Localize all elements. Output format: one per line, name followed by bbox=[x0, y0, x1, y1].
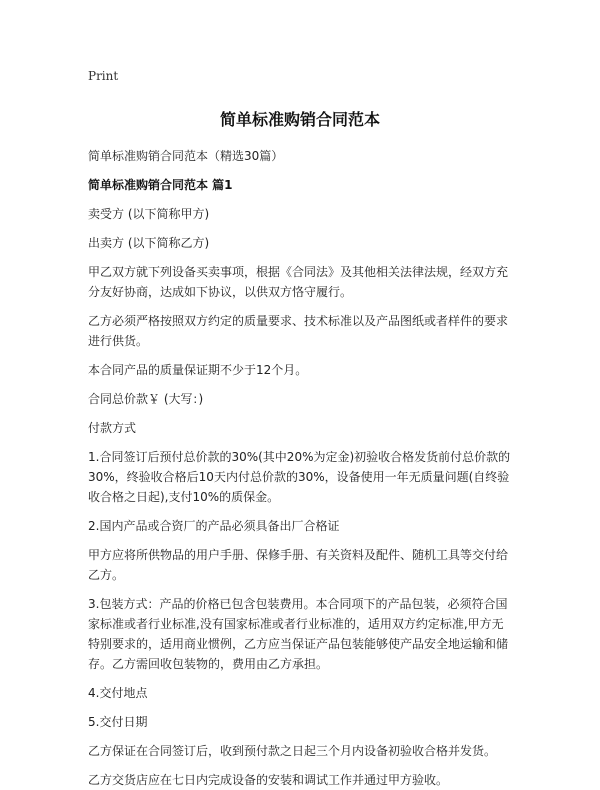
paragraph-agreement-intro: 甲乙双方就下列设备买卖事项，根据《合同法》及其他相关法律法规，经双方充分友好协商，达成如下协议，以供双方恪守履行。 bbox=[88, 265, 509, 299]
paragraph-delivery-date: 5.交付日期 bbox=[88, 715, 148, 729]
section-heading: 简单标准购销合同范本 篇1 bbox=[88, 178, 233, 192]
print-label[interactable]: Print bbox=[88, 69, 119, 83]
paragraph-packaging: 3.包装方式：产品的价格已包含包装费用。本合同项下的产品包装，必须符合国家标准或者行业标准,没有国家标准或者行业标准的，适用双方约定标准,甲方无特别要求的，适用商业惯例，乙方应当保证产品包装能够使产品安全地运输和储存。乙方需回收包装物的，费用由乙方承担。 bbox=[88, 597, 509, 671]
paragraph-total-price: 合同总价款￥ (大写：) bbox=[88, 392, 204, 406]
document-title: 简单标准购销合同范本 bbox=[219, 110, 380, 129]
paragraph-seller: 出卖方 (以下简称乙方) bbox=[88, 236, 210, 250]
paragraph-buyer: 卖受方 (以下简称甲方) bbox=[88, 207, 210, 221]
paragraph-shipment-guarantee: 乙方保证在合同签订后，收到预付款之日起三个月内设备初验收合格并发货。 bbox=[88, 744, 497, 758]
paragraph-payment-method-heading: 付款方式 bbox=[88, 421, 137, 435]
paragraph-warranty-period: 本合同产品的质量保证期不少于12个月。 bbox=[88, 363, 308, 377]
paragraph-installation: 乙方交货店应在七日内完成设备的安装和调试工作并通过甲方验收。 bbox=[88, 773, 449, 787]
paragraph-certificate: 2.国内产品或合资厂的产品必须具备出厂合格证 bbox=[88, 519, 340, 533]
document-subtitle: 简单标准购销合同范本（精选30篇） bbox=[88, 149, 284, 163]
paragraph-quality-requirements: 乙方必须严格按照双方约定的质量要求、技术标准以及产品图纸或者样件的要求进行供货。 bbox=[88, 314, 509, 348]
paragraph-manuals: 甲方应将所供物品的用户手册、保修手册、有关资料及配件、随机工具等交付给乙方。 bbox=[88, 548, 509, 582]
paragraph-payment-terms: 1.合同签订后预付总价款的30%(其中20%为定金)初验收合格发货前付总价款的30%，终验收合格后10天内付总价款的30%，设备使用一年无质量问题(自终验收合格之日起),支付10%的质保金。 bbox=[88, 450, 511, 504]
paragraph-delivery-place: 4.交付地点 bbox=[88, 686, 148, 700]
